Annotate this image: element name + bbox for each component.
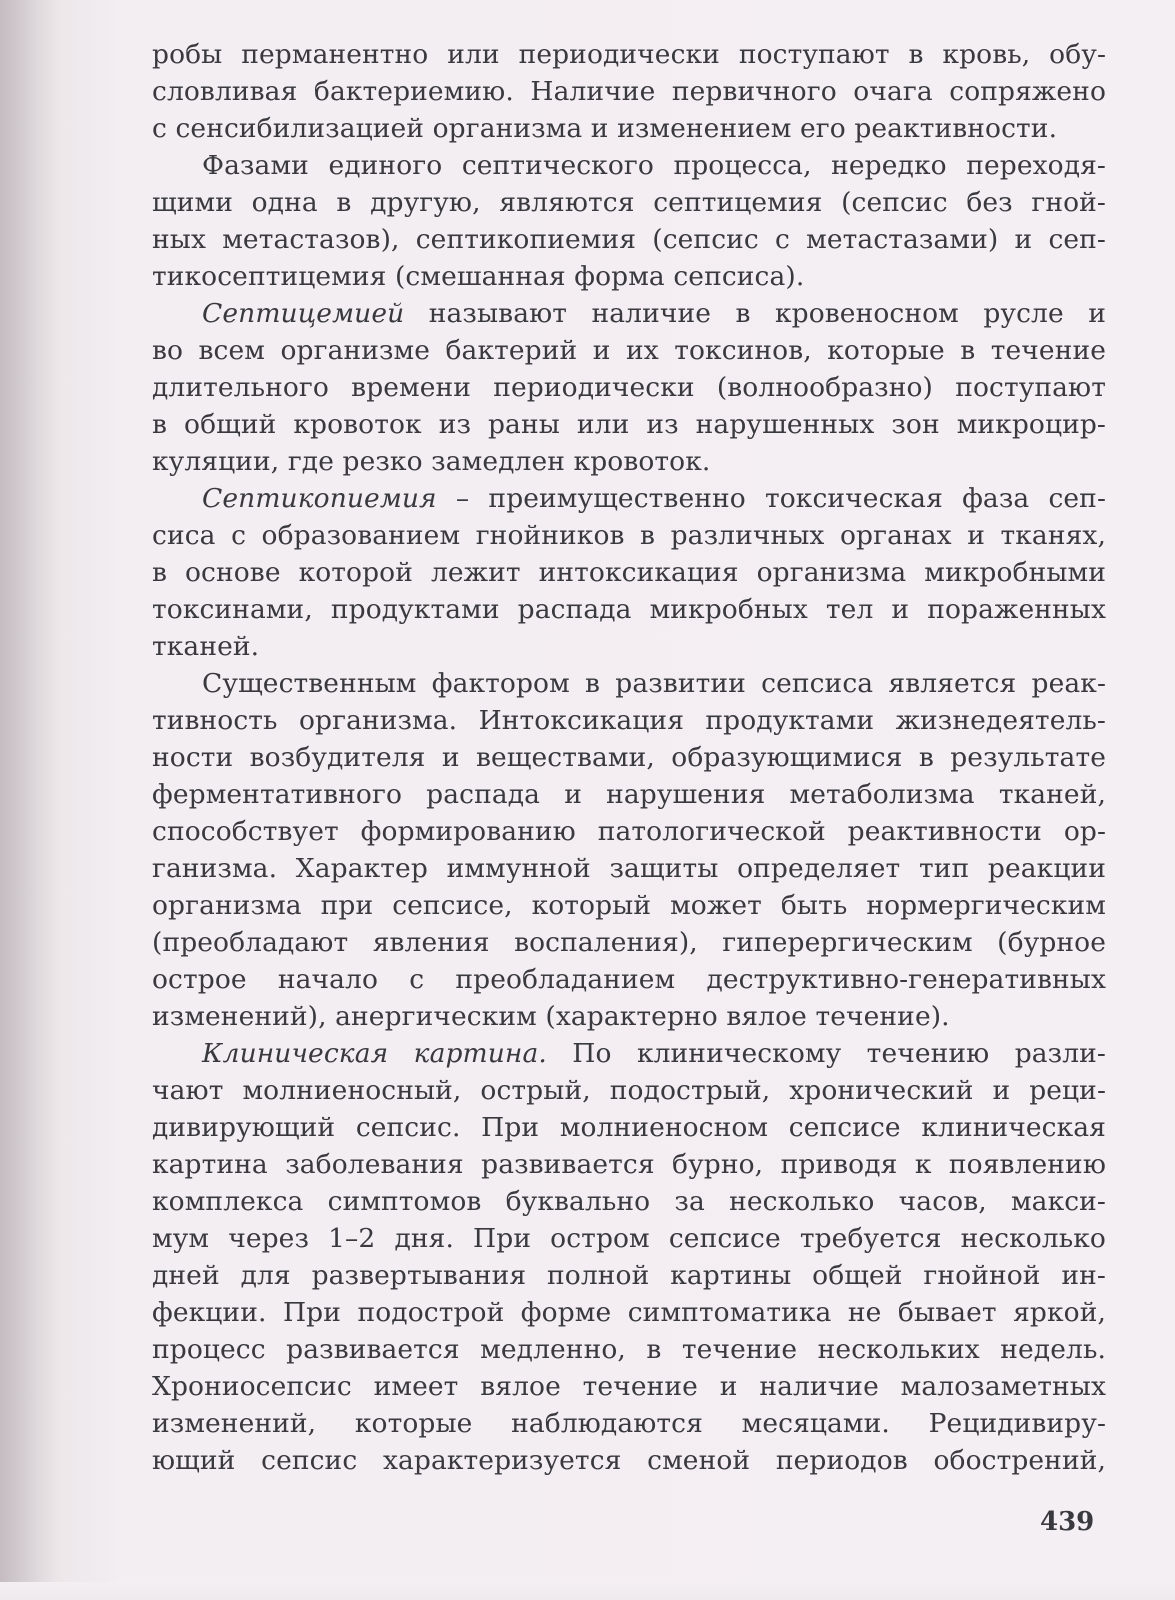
term-septicemia: Септицемией: [202, 298, 405, 329]
text-line: в основе которой лежит интоксикация организма микробными: [152, 557, 1106, 588]
text-line: словливая бактериемию. Наличие первичного очага сопряжено: [152, 76, 1106, 107]
text-line: Существенным фактором в развитии сепсиса является реак-: [202, 668, 1106, 699]
heading-clinical-picture: Клиническая картина.: [202, 1038, 547, 1069]
text-line: картина заболевания развивается бурно, приводя к появлению: [152, 1149, 1106, 1180]
text-line: сиса с образованием гнойников в различных органах и тканях,: [152, 520, 1106, 551]
text-line-rest: называют наличие в кровеносном русле и: [404, 298, 1106, 329]
text-line-rest: По клиническому течению разли-: [546, 1038, 1106, 1069]
text-line: во всем организме бактерий и их токсинов, которые в течение: [152, 335, 1106, 366]
text-line-rest: – преимущественно токсическая фаза сеп-: [436, 483, 1106, 514]
text-line: Фазами единого септического процесса, нередко переходя-: [202, 150, 1106, 181]
text-line: ганизма. Характер иммунной защиты определяет тип реакции: [152, 853, 1106, 884]
text-line: фекции. При подострой форме симптоматика не бывает яркой,: [152, 1297, 1106, 1328]
text-line: ющий сепсис характеризуется сменой периодов обострений,: [152, 1445, 1106, 1476]
text-line: токсинами, продуктами распада микробных тел и пораженных: [152, 594, 1106, 625]
text-line: ферментативного распада и нарушения метаболизма тканей,: [152, 779, 1106, 810]
text-line: тканей.: [152, 631, 260, 662]
text-line: щими одна в другую, являются септицемия (сепсис без гной-: [152, 187, 1106, 218]
text-line: мум через 1–2 дня. При остром сепсисе требуется несколько: [152, 1223, 1106, 1254]
text-line: Хрониосепсис имеет вялое течение и наличие малозаметных: [152, 1371, 1106, 1402]
body-text: [152, 36, 1106, 1479]
text-line: с сенсибилизацией организма и изменением его реактивности.: [152, 113, 1058, 144]
text-line: способствует формированию патологической реактивности ор-: [152, 816, 1106, 847]
text-line: организма при сепсисе, который может быть нормергическим: [152, 890, 1106, 921]
text-line: (преобладают явления воспаления), гиперергическим (бурное: [152, 927, 1106, 958]
text-line: острое начало с преобладанием деструктивно-генеративных: [152, 964, 1106, 995]
text-line: чают молниеносный, острый, подострый, хронический и реци-: [152, 1075, 1106, 1106]
text-line: дней для развертывания полной картины общей гнойной ин-: [152, 1260, 1106, 1291]
text-line: робы перманентно или периодически поступают в кровь, обу-: [152, 39, 1106, 70]
text-line: [152, 295, 1106, 332]
text-line: изменений, которые наблюдаются месяцами. Рецидивиру-: [152, 1408, 1106, 1439]
text-line: дивирующий сепсис. При молниеносном сепсисе клиническая: [152, 1112, 1106, 1143]
spine-shadow: [0, 0, 60, 1600]
text-line: ности возбудителя и веществами, образующимися в результате: [152, 742, 1106, 773]
text-line: тивность организма. Интоксикация продуктами жизнедеятель-: [152, 705, 1106, 736]
page-number: 439: [1040, 1507, 1095, 1537]
term-septicopyemia: Септикопиемия: [202, 483, 437, 514]
text-line: [152, 1035, 1106, 1072]
text-line: ных метастазов), септикопиемия (сепсис с метастазами) и сеп-: [152, 224, 1106, 255]
page-bottom-edge: [0, 1582, 1175, 1600]
text-line: тикосептицемия (смешанная форма сепсиса).: [152, 261, 805, 292]
text-line: изменений), анергическим (характерно вялое течение).: [152, 1001, 950, 1032]
text-line: длительного времени периодически (волнообразно) поступают: [152, 372, 1106, 403]
text-line: комплекса симптомов буквально за несколько часов, макси-: [152, 1186, 1106, 1217]
text-line: куляции, где резко замедлен кровоток.: [152, 446, 711, 477]
text-line: [152, 480, 1106, 517]
text-line: процесс развивается медленно, в течение нескольких недель.: [152, 1334, 1106, 1365]
text-line: в общий кровоток из раны или из нарушенных зон микроцир-: [152, 409, 1106, 440]
